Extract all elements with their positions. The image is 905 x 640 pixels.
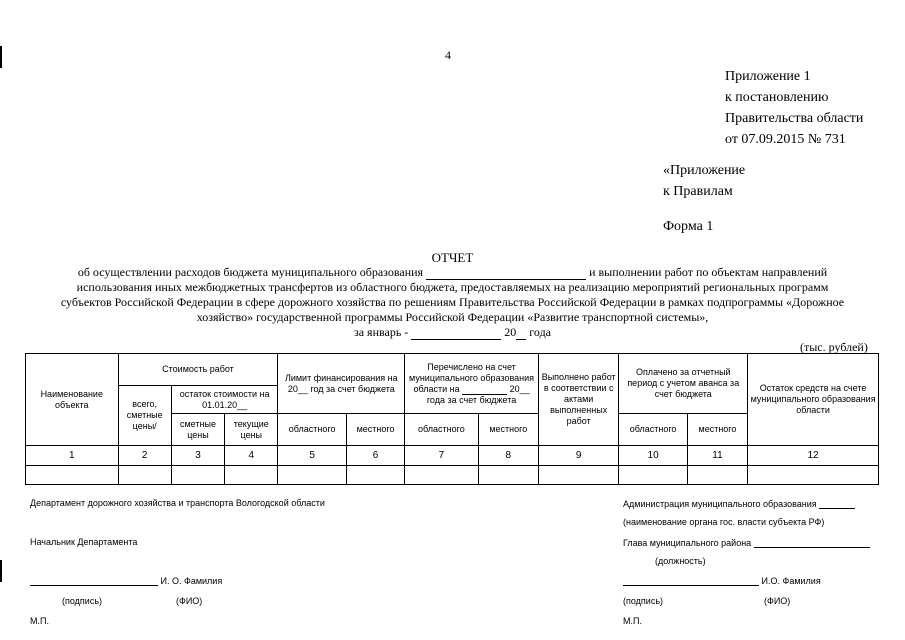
- table-cell[interactable]: [26, 466, 119, 485]
- column-number: 8: [478, 446, 538, 466]
- right-position-label: Глава муниципального района: [623, 538, 752, 548]
- table-cell[interactable]: [118, 466, 171, 485]
- right-administration: [623, 498, 855, 509]
- appendix-line: к постановлению: [725, 90, 829, 105]
- table-row: [26, 466, 879, 485]
- table-cell[interactable]: [687, 466, 747, 485]
- header-cost-rest-estimate: сметные цены: [171, 414, 224, 446]
- right-sign-hint: (подпись): [623, 596, 664, 606]
- table-cell[interactable]: [405, 466, 478, 485]
- left-fio-hint: (ФИО): [176, 596, 203, 606]
- heading-line-2: использования иных межбюджетных трансфертов из областного бюджета, предоставляемых на реализацию мероприятий региональных программ: [76, 280, 829, 294]
- year-blank: [516, 329, 526, 340]
- units-label: (тыс. рублей): [800, 340, 868, 354]
- municipality-blank: [426, 269, 586, 280]
- right-signature-blank: [623, 575, 759, 586]
- header-limit-regional: областного: [278, 414, 346, 446]
- header-object-name: Наименование объекта: [26, 354, 119, 446]
- column-number: 2: [118, 446, 171, 466]
- rules-appendix-block: [663, 160, 745, 202]
- appendix-line: Приложение 1: [725, 69, 811, 84]
- left-sign-hint: (подпись): [62, 596, 103, 606]
- table-cell[interactable]: [346, 466, 404, 485]
- header-limit-local: местного: [346, 414, 404, 446]
- right-signature-line: [623, 575, 821, 586]
- right-organ-hint: (наименование органа гос. власти субъекта РФ): [623, 517, 825, 527]
- table-cell[interactable]: [171, 466, 224, 485]
- left-edge-mark: [0, 560, 2, 582]
- appendix-line: Правительства области: [725, 111, 864, 126]
- column-number: 4: [225, 446, 278, 466]
- form-label: Форма 1: [663, 219, 714, 234]
- header-paid-local: местного: [687, 414, 747, 446]
- right-fio-hint: (ФИО): [764, 596, 791, 606]
- column-number: 7: [405, 446, 478, 466]
- left-signature-line: [30, 575, 222, 586]
- right-admin-blank: [819, 498, 855, 509]
- heading-line-5: [10, 325, 895, 340]
- header-transferred-local: местного: [478, 414, 538, 446]
- header-cost-rest: остаток стоимости на 01.01.20__: [171, 386, 278, 414]
- header-cost-total: всего, сметные цены/: [118, 386, 171, 446]
- period-start: за январь -: [353, 325, 409, 339]
- header-done: Выполнено работ в соответствии с актами выполненных работ: [538, 354, 618, 446]
- heading-line-3: субъектов Российской Федерации в сфере дорожного хозяйства по решениям Правительства Российской Федерации в рамках подпрограммы «Дорожное: [60, 295, 845, 309]
- period-blank: [411, 329, 501, 340]
- report-heading: [10, 265, 895, 340]
- header-cost-rest-current: текущие цены: [225, 414, 278, 446]
- table-cell[interactable]: [619, 466, 687, 485]
- report-title: ОТЧЕТ: [431, 250, 474, 265]
- header-paid: Оплачено за отчетный период с учетом аванса за счет бюджета: [619, 354, 748, 414]
- right-stamp: М.П.: [623, 616, 642, 626]
- heading-line-1: [10, 265, 895, 280]
- right-position-blank: [754, 537, 870, 548]
- header-transferred: [405, 354, 539, 414]
- heading-line-4: хозяйство» государственной программы Российской Федерации «Развитие транспортной системы»,: [196, 310, 709, 324]
- column-number: 5: [278, 446, 346, 466]
- period-end: года: [529, 325, 552, 339]
- column-number: 11: [687, 446, 747, 466]
- right-admin-label: Администрация муниципального образования: [623, 499, 817, 509]
- table-cell[interactable]: [538, 466, 618, 485]
- column-number: 6: [346, 446, 404, 466]
- header-transferred-a: Перечислено на счет муниципального образования области на: [409, 361, 535, 394]
- rules-appendix-line: к Правилам: [663, 184, 733, 199]
- header-paid-regional: областного: [619, 414, 687, 446]
- right-position-hint: (должность): [655, 556, 706, 566]
- left-name: И. О. Фамилия: [160, 576, 223, 586]
- header-balance: Остаток средств на счете муниципального образования области: [748, 354, 879, 446]
- table-cell[interactable]: [225, 466, 278, 485]
- left-edge-mark: [0, 46, 2, 68]
- rules-appendix-line: «Приложение: [663, 163, 746, 178]
- report-table: [25, 353, 879, 485]
- right-position: [623, 537, 870, 548]
- left-signature-blank: [30, 575, 158, 586]
- left-department: Департамент дорожного хозяйства и транспорта Вологодской области: [30, 498, 325, 508]
- header-limit: Лимит финансирования на 20__ год за счет бюджета: [278, 354, 405, 414]
- transferred-blank: [462, 386, 507, 395]
- appendix-block: [725, 66, 863, 150]
- header-transferred-b: 20__ года за счет бюджета: [426, 383, 530, 405]
- table-cell[interactable]: [478, 466, 538, 485]
- column-number: 3: [171, 446, 224, 466]
- table-cell[interactable]: [748, 466, 879, 485]
- header-transferred-regional: областного: [405, 414, 478, 446]
- column-number: 9: [538, 446, 618, 466]
- right-name: И.О. Фамилия: [761, 576, 821, 586]
- column-number: 1: [26, 446, 119, 466]
- column-number: 10: [619, 446, 687, 466]
- period-year: 20: [504, 325, 517, 339]
- heading-line-1-start: об осуществлении расходов бюджета муниципального образования: [77, 265, 424, 279]
- left-stamp: М.П.: [30, 616, 49, 626]
- appendix-line: от 07.09.2015 № 731: [725, 132, 846, 147]
- table-cell[interactable]: [278, 466, 346, 485]
- page-number: 4: [445, 48, 451, 62]
- left-position: Начальник Департамента: [30, 537, 138, 547]
- heading-line-1-end: и выполнении работ по объектам направлений: [589, 265, 828, 279]
- column-number: 12: [748, 446, 879, 466]
- header-cost: Стоимость работ: [118, 354, 278, 386]
